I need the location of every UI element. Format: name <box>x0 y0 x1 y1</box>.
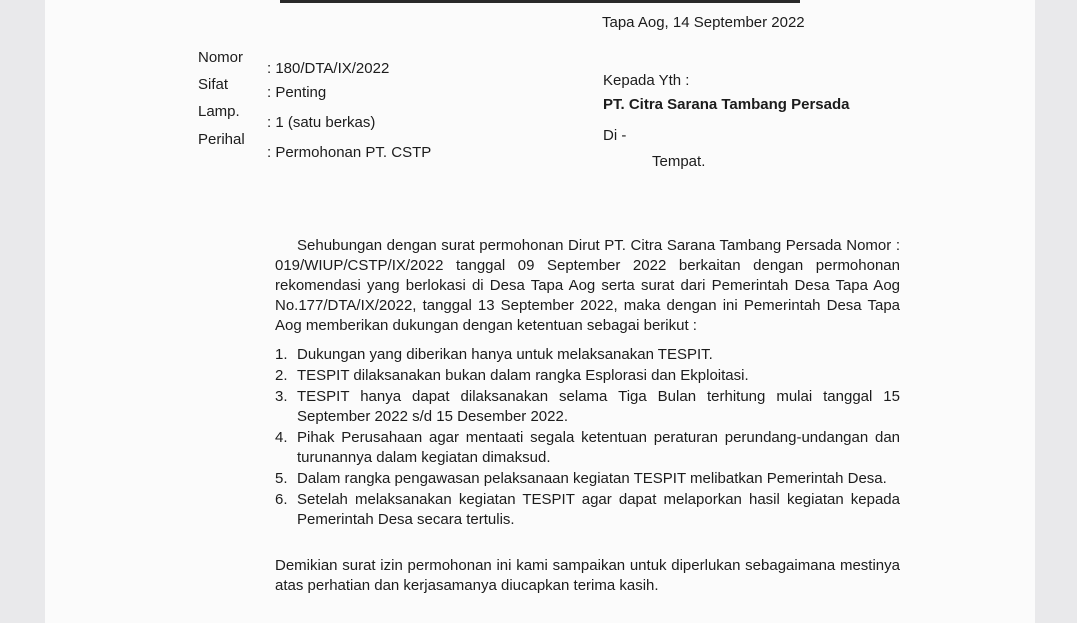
list-item-text: TESPIT dilaksanakan bukan dalam rangka Esplorasi dan Ekploitasi. <box>297 367 749 384</box>
place-date: Tapa Aog, 14 September 2022 <box>602 14 805 31</box>
list-item-text: Setelah melaksanakan kegiatan TESPIT agar dapat melaporkan hasil kegiatan kepada Pemerintah Desa secara tertulis. <box>297 491 900 528</box>
meta-label-perihal: Perihal <box>198 131 245 148</box>
meta-label-lamp: Lamp. <box>198 103 240 120</box>
conditions-list <box>275 345 900 531</box>
meta-value-perihal: : Permohonan PT. CSTP <box>267 144 432 161</box>
list-item <box>275 345 900 365</box>
list-item-text: Dalam rangka pengawasan pelaksanaan kegiatan TESPIT melibatkan Pemerintah Desa. <box>297 470 887 487</box>
meta-value-nomor: : 180/DTA/IX/2022 <box>267 60 390 77</box>
list-item-number: 3. <box>275 388 288 405</box>
list-item <box>275 428 900 468</box>
list-item <box>275 387 900 427</box>
meta-value-lamp: : 1 (satu berkas) <box>267 114 376 131</box>
closing-paragraph: Demikian surat izin permohonan ini kami sampaikan untuk diperlukan sebagaimana mestinya atas perhatian dan kerjasamanya diucapkan terima kasih. <box>275 557 900 594</box>
intro-paragraph: Sehubungan dengan surat permohonan Dirut PT. Citra Sarana Tambang Persada Nomor : 019/WIUP/CSTP/IX/2022 tanggal 09 September 2022 berkaitan dengan permohonan rekomendasi yang berlokasi di Desa Tapa Aog serta surat dari Pemerintah Desa Tapa Aog No.177/DTA/IX/2022, tanggal 13 September 2022, maka dengan ini Pemerintah Desa Tapa Aog memberikan dukungan dengan ketentuan sebagai berikut : <box>275 237 900 334</box>
list-item-number: 2. <box>275 367 288 384</box>
recipient-salutation: Kepada Yth : <box>603 72 690 89</box>
list-item-number: 4. <box>275 429 288 446</box>
recipient-di: Di - <box>603 127 627 144</box>
list-item-number: 1. <box>275 346 288 363</box>
recipient-place: Tempat. <box>652 153 706 170</box>
list-item-text: Pihak Perusahaan agar mentaati segala ketentuan peraturan perundang-undangan dan turunannya dalam kegiatan dimaksud. <box>297 429 900 466</box>
meta-label-sifat: Sifat <box>198 76 229 93</box>
list-item <box>275 366 900 386</box>
list-item-text: Dukungan yang diberikan hanya untuk melaksanakan TESPIT. <box>297 346 713 363</box>
list-item-number: 5. <box>275 470 288 487</box>
letterhead-rule <box>280 0 800 3</box>
recipient-company: PT. Citra Sarana Tambang Persada <box>603 96 850 113</box>
meta-value-sifat: : Penting <box>267 84 327 101</box>
list-item-text: TESPIT hanya dapat dilaksanakan selama Tiga Bulan terhitung mulai tanggal 15 September 2022 s/d 15 Desember 2022. <box>297 388 900 425</box>
letter-page <box>45 0 1035 623</box>
list-item-number: 6. <box>275 491 288 508</box>
list-item <box>275 490 900 530</box>
meta-label-nomor: Nomor <box>198 49 244 66</box>
list-item <box>275 469 900 489</box>
